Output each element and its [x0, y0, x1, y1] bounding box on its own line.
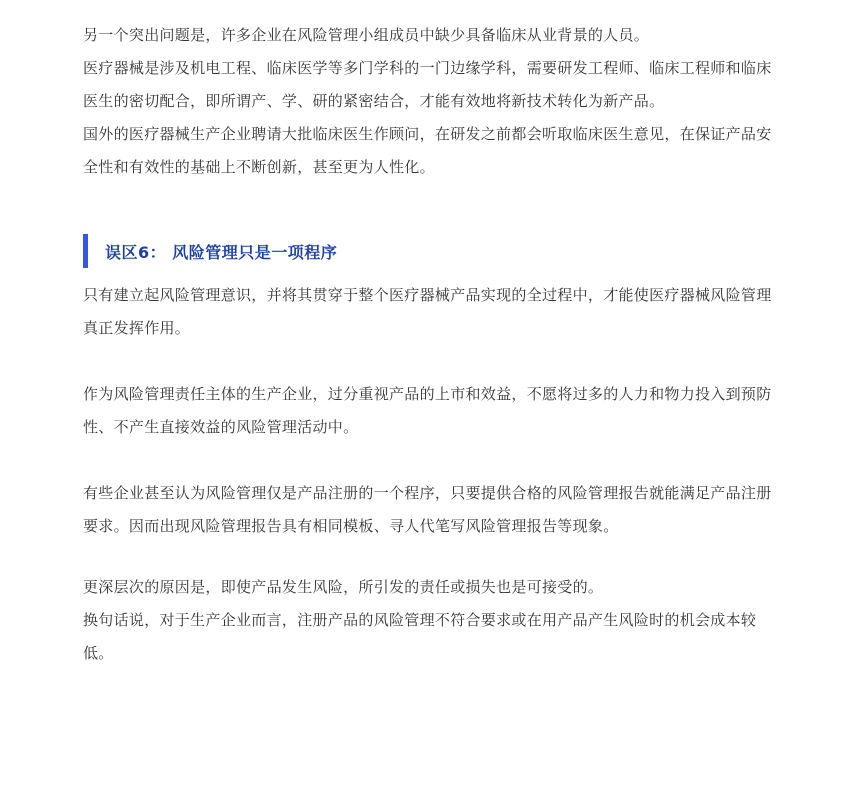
section-heading: [83, 234, 773, 268]
article-body: [83, 19, 773, 670]
paragraph-clinical-background-issue: 另一个突出问题是，许多企业在风险管理小组成员中缺少具备临床从业背景的人员。: [83, 26, 650, 44]
paragraph-deeper-reason: 更深层次的原因是，即使产品发生风险，所引发的责任或损失也是可接受的。: [83, 578, 604, 596]
paragraph-foreign-practice: 国外的医疗器械生产企业聘请大批临床医生作顾问，在研发之前都会听取临床医生意见，在保证产品安全性和有效性的基础上不断创新，甚至更为人性化。: [83, 125, 772, 176]
section-heading-text: 误区6： 风险管理只是一项程序: [105, 242, 338, 262]
heading-accent-bar: [83, 234, 88, 268]
paragraph-enterprise-responsibility: 作为风险管理责任主体的生产企业，过分重视产品的上市和效益，不愿将过多的人力和物力投入到预防性、不产生直接效益的风险管理活动中。: [83, 385, 772, 436]
paragraph-multidisciplinary: 医疗器械是涉及机电工程、临床医学等多门学科的一门边缘学科，需要研发工程师、临床工程师和临床医生的密切配合，即所谓产、学、研的紧密结合，才能有效地将新技术转化为新产品。: [83, 59, 772, 110]
paragraph-opportunity-cost: 换句话说，对于生产企业而言，注册产品的风险管理不符合要求或在用产品产生风险时的机会成本较低。: [83, 611, 757, 662]
paragraph-risk-awareness: 只有建立起风险管理意识，并将其贯穿于整个医疗器械产品实现的全过程中，才能使医疗器械风险管理真正发挥作用。: [83, 286, 772, 337]
paragraph-registration-procedure: 有些企业甚至认为风险管理仅是产品注册的一个程序，只要提供合格的风险管理报告就能满足产品注册要求。因而出现风险管理报告具有相同模板、寻人代笔写风险管理报告等现象。: [83, 484, 772, 535]
